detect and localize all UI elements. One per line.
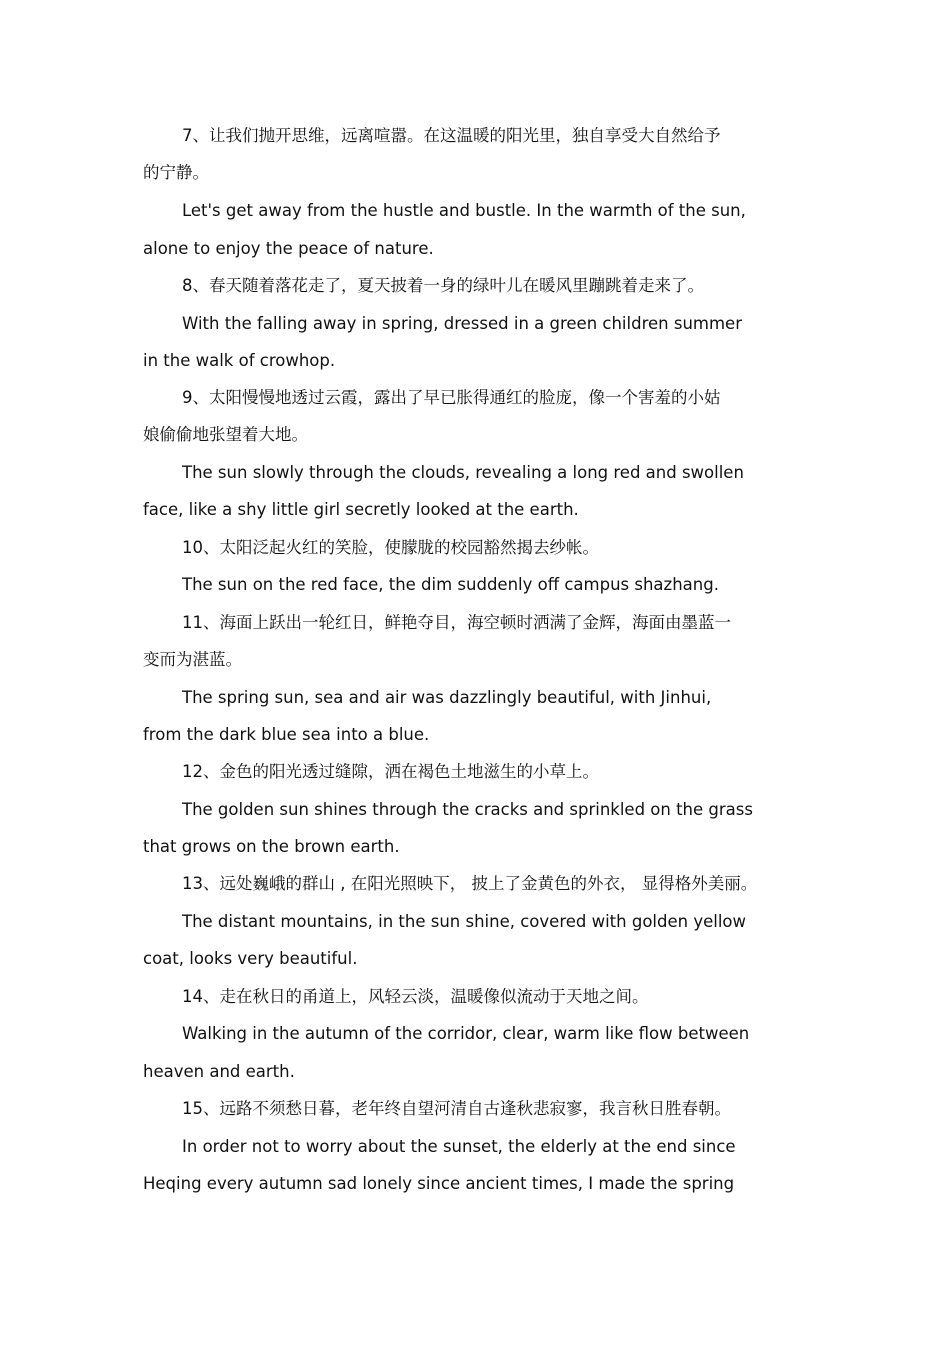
text-line: The distant mountains, in the sun shine, covered with golden yellow	[182, 912, 747, 931]
text-line: Let's get away from the hustle and bustle. In the warmth of the sun,	[182, 201, 746, 220]
text-line: 的宁静。	[143, 163, 209, 182]
text-line: Heqing every autumn sad lonely since ancient times, I made the spring	[143, 1174, 735, 1193]
text-line: face, like a shy little girl secretly looked at the earth.	[143, 500, 579, 519]
text-line: 11、海面上跃出一轮红日，鲜艳夺目，海空顿时洒满了金辉，海面由墨蓝一	[182, 613, 731, 632]
text-line: With the falling away in spring, dressed in a green children summer	[182, 314, 742, 333]
text-line: that grows on the brown earth.	[143, 837, 400, 856]
text-line: The spring sun, sea and air was dazzlingly beautiful, with Jinhui,	[182, 688, 712, 707]
text-line: 娘偷偷地张望着大地。	[143, 425, 308, 444]
text-line: 7、让我们抛开思维，远离喧嚣。在这温暖的阳光里，独自享受大自然给予	[182, 126, 721, 145]
text-line: coat, looks very beautiful.	[143, 949, 358, 968]
text-line: heaven and earth.	[143, 1062, 295, 1081]
text-line: Walking in the autumn of the corridor, clear, warm like flow between	[182, 1024, 750, 1043]
text-line: In order not to worry about the sunset, the elderly at the end since	[182, 1137, 736, 1156]
text-line: The sun on the red face, the dim suddenly off campus shazhang.	[182, 575, 719, 594]
text-line: 9、太阳慢慢地透过云霞，露出了早已胀得通红的脸庞，像一个害羞的小姑	[182, 388, 721, 407]
text-line: 15、远路不须愁日暮，老年终自望河清自古逢秋悲寂寥，我言秋日胜春朝。	[182, 1099, 731, 1118]
text-line: The sun slowly through the clouds, revealing a long red and swollen	[182, 463, 744, 482]
text-line: 12、金色的阳光透过缝隙，洒在褐色土地滋生的小草上。	[182, 762, 599, 781]
text-line: 变而为湛蓝。	[143, 650, 242, 669]
text-line: in the walk of crowhop.	[143, 351, 336, 370]
text-line: The golden sun shines through the cracks and sprinkled on the grass	[182, 800, 753, 819]
text-line: 14、走在秋日的甬道上，风轻云淡，温暖像似流动于天地之间。	[182, 987, 649, 1006]
text-line: 8、春天随着落花走了，夏天披着一身的绿叶儿在暖风里蹦跳着走来了。	[182, 276, 704, 295]
text-line: alone to enjoy the peace of nature.	[143, 239, 434, 258]
text-line: from the dark blue sea into a blue.	[143, 725, 430, 744]
text-line: 13、远处巍峨的群山 , 在阳光照映下， 披上了金黄色的外衣， 显得格外美丽。	[182, 874, 758, 893]
text-line: 10、太阳泛起火红的笑脸，使朦胧的校园豁然揭去纱帐。	[182, 538, 599, 557]
